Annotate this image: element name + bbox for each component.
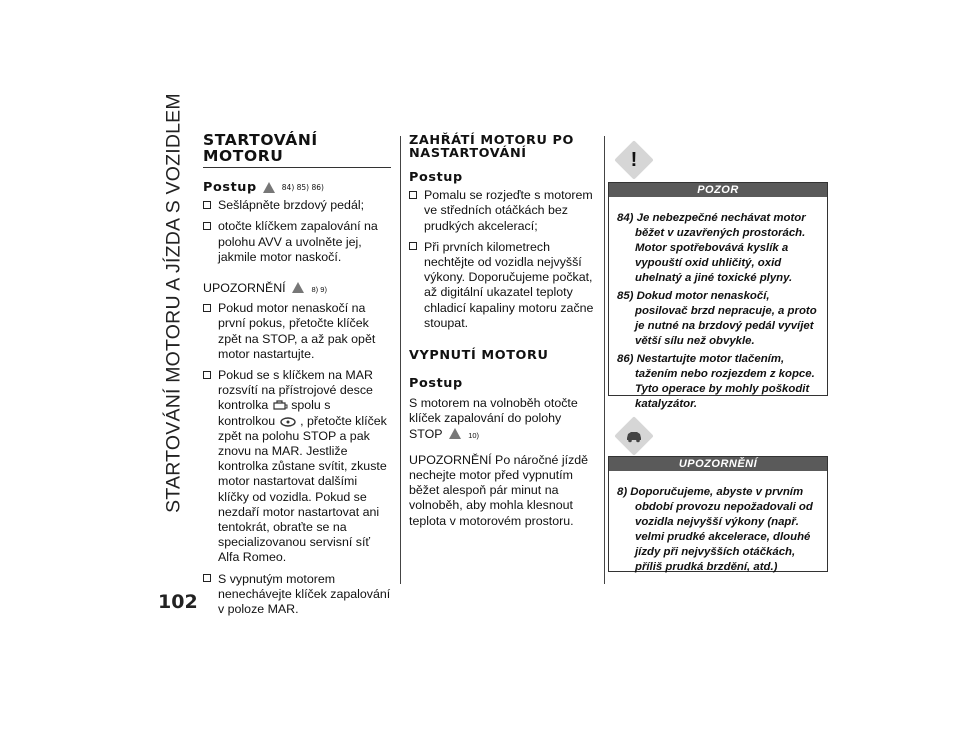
warning-triangle-icon (263, 182, 275, 193)
list-item-text: Pokud motor nenaskočí na první pokus, přetočte klíček zpět na STOP, a až pak opět motor nastartujte. (218, 301, 376, 361)
paragraph-text: S motorem na volnoběh otočte klíček zapalování do polohy STOP (409, 396, 578, 441)
list-item (203, 301, 391, 362)
section-title: STARTOVÁNÍ MOTORU (203, 131, 318, 165)
subheading (409, 376, 595, 391)
page-number: 102 (158, 591, 198, 613)
checkbox-bullet-icon (203, 574, 211, 582)
list-item-text: Pokud se s klíčkem na MAR rozsvítí na přístrojové desce kontrolka (218, 368, 373, 413)
checkbox-bullet-icon (203, 304, 211, 312)
list-item (203, 368, 391, 566)
danger-box (608, 182, 828, 410)
list-item-text: , přetočte klíček zpět na polohu STOP a pak znovu na MAR. Jestliže kontrolka zůstane svítit, zkuste motor nastartovat dalšími klíčky od vozidla. Pokud se nezdaří motor nastartovat ani tentokrát, obraťte se na specializovanou servisní síť Alfa Romeo. (218, 413, 387, 565)
section-title: VYPNUTÍ MOTORU (409, 348, 549, 364)
column-1 (203, 132, 391, 623)
danger-box-header: POZOR (609, 183, 827, 197)
subheading (409, 170, 595, 185)
danger-note: 85) Dokud motor nenaskočí, posilovač brzd nepracuje, a proto je nutné na brzdový pedál vyvíjet větší sílu než obvykle. (617, 290, 817, 347)
list-item-text: Při prvních kilometrech nechtějte od vozidla nejvyšší výkony. Doporučujeme počkat, až digitální ukazatel teploty chladicí kapaliny motoru začne stoupat. (424, 239, 594, 330)
car-shape-icon (624, 429, 644, 443)
caution-box-body (609, 471, 827, 586)
list-item (409, 188, 595, 234)
car-warning-icon (292, 282, 304, 293)
list-item-text: spolu s kontrolkou (218, 398, 331, 428)
caution-box (608, 456, 828, 572)
danger-icon-badge (614, 140, 654, 180)
exclamation-icon: ! (630, 148, 638, 171)
paragraph-ref: 10) (468, 430, 480, 440)
section-title: ZAHŘÁTÍ MOTORU PO NASTARTOVÁNÍ (409, 133, 574, 161)
column-divider (604, 136, 605, 584)
list-item-text: otočte klíčkem zapalování na polohu AVV a uvolněte jej, jakmile motor naskočí. (218, 219, 378, 264)
subheading-text: Postup (409, 376, 463, 392)
subheading-text: Postup (203, 180, 257, 195)
engine-warning-icon (272, 399, 288, 412)
warning-refs: 8) 9) (311, 285, 327, 295)
subheading (203, 180, 391, 195)
list-item-text: Pomalu se rozjeďte s motorem ve středních otáčkách bez prudkých akcelerací; (424, 188, 593, 233)
warning-label-line (203, 281, 391, 297)
danger-note: 84) Je nebezpečné nechávat motor běžet v uzavřených prostorách. Motor spotřebovává kyslík a vypouští oxid uhličitý, oxid uhelnatý a jiné toxické plyny. (617, 212, 806, 284)
paragraph (409, 396, 595, 443)
section-title-block (203, 132, 391, 168)
section-side-title-text: STARTOVÁNÍ MOTORU A JÍZDA S VOZIDLEM (162, 93, 185, 513)
checkbox-bullet-icon (203, 222, 211, 230)
warning-label: UPOZORNĚNÍ (203, 281, 286, 296)
checkbox-bullet-icon (203, 371, 211, 379)
danger-box-body (609, 197, 827, 423)
list-item (203, 219, 391, 265)
caution-note: 8) Doporučujeme, abyste v prvním období provozu nepožadovali od vozidla nejvyšší výkony (např. velmi prudké akcelerace, dlouhé jízdy při nejvyšších otáčkách, příliš prudká brzdění, atd.) (617, 486, 813, 573)
column-2 (409, 134, 595, 539)
paragraph: UPOZORNĚNÍ Po náročné jízdě nechejte motor před vypnutím běžet alespoň pár minut na volnoběh, aby mohla klesnout teplota v motorovém prostoru. (409, 452, 589, 528)
immobilizer-key-icon (279, 416, 297, 428)
list-item-text: S vypnutým motorem nenechávejte klíček zapalování v poloze MAR. (218, 571, 391, 617)
checkbox-bullet-icon (409, 191, 417, 199)
subheading-refs: 84) 85) 86) (281, 183, 324, 192)
subheading-text: Postup (409, 170, 463, 185)
danger-note: 86) Nestartujte motor tlačením, tažením nebo rozjezdem z kopce. Tyto operace by mohly poškodit katalyzátor. (617, 353, 815, 410)
checkbox-bullet-icon (409, 242, 417, 250)
list-item-text: Sešlápněte brzdový pedál; (218, 198, 365, 213)
checkbox-bullet-icon (203, 201, 211, 209)
list-item (409, 240, 595, 331)
section-side-title (160, 93, 188, 513)
list-item (203, 198, 391, 213)
list-item (203, 572, 391, 618)
caution-icon-badge (614, 416, 654, 456)
warning-triangle-icon (449, 428, 461, 439)
car-icon (614, 416, 654, 456)
caution-box-header: UPOZORNĚNÍ (609, 457, 827, 471)
column-divider (400, 136, 401, 584)
